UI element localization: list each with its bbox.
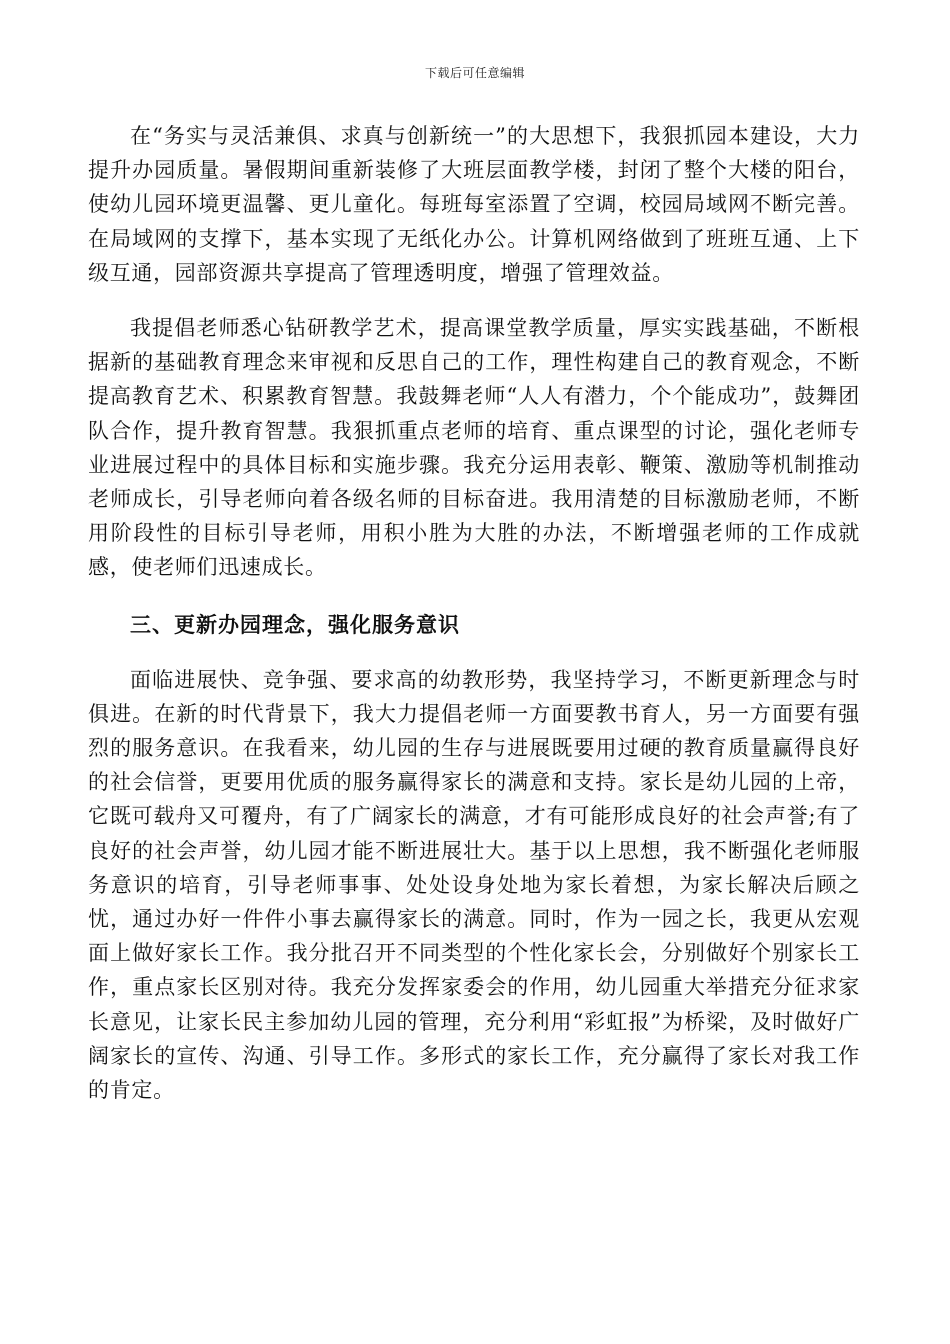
document-body <box>88 119 860 1107</box>
section-heading: 三、更新办园理念，强化服务意识 <box>130 611 460 637</box>
paragraph-campus-construction: 在“务实与灵活兼俱、求真与创新统一”的大思想下，我狠抓园本建设，大力提升办园质量。暑假期间重新装修了大班层面教学楼，封闭了整个大楼的阳台，使幼儿园环境更温馨、更儿童化。每班每室添置了空调，校园局域网不断完善。在局域网的支撑下，基本实现了无纸化办公。计算机网络做到了班班互通、上下级互通，园部资源共享提高了管理透明度，增强了管理效益。 <box>88 124 860 285</box>
page-header: 下载后可任意编辑 <box>424 66 525 80</box>
paragraph-teacher-development: 我提倡老师悉心钻研教学艺术，提高课堂教学质量，厚实实践基础，不断根据新的基础教育理念来审视和反思自己的工作，理性构建自己的教育观念，不断提高教育艺术、积累教育智慧。我鼓舞老师“人人有潜力，个个能成功”，鼓舞团队合作，提升教育智慧。我狠抓重点老师的培育、重点课型的讨论，强化老师专业进展过程中的具体目标和实施步骤。我充分运用表彰、鞭策、激励等机制推动老师成长，引导老师向着各级名师的目标奋进。我用清楚的目标激励老师，不断用阶段性的目标引导老师，用积小胜为大胜的办法，不断增强老师的工作成就感，使老师们迅速成长。 <box>88 316 860 580</box>
paragraph-service-awareness: 面临进展快、竞争强、要求高的幼教形势，我坚持学习，不断更新理念与时俱进。在新的时代背景下，我大力提倡老师一方面要教书育人，另一方面要有强烈的服务意识。在我看来，幼儿园的生存与进展既要用过硬的教育质量赢得良好的社会信誉，更要用优质的服务赢得家长的满意和支持。家长是幼儿园的上帝，它既可载舟又可覆舟，有了广阔家长的满意，才有可能形成良好的社会声誉;有了良好的社会声誉，幼儿园才能不断进展壮大。基于以上思想，我不断强化老师服务意识的培育，引导老师事事、处处设身处地为家长着想，为家长解决后顾之忧，通过办好一件件小事去赢得家长的满意。同时，作为一园之长，我更从宏观面上做好家长工作。我分批召开不同类型的个性化家长会，分别做好个别家长工作，重点家长区别对待。我充分发挥家委会的作用，幼儿园重大举措充分征求家长意见，让家长民主参加幼儿园的管理，充分利用“彩虹报”为桥梁，及时做好广阔家长的宣传、沟通、引导工作。多形式的家长工作，充分赢得了家长对我工作的肯定。 <box>88 667 860 1103</box>
